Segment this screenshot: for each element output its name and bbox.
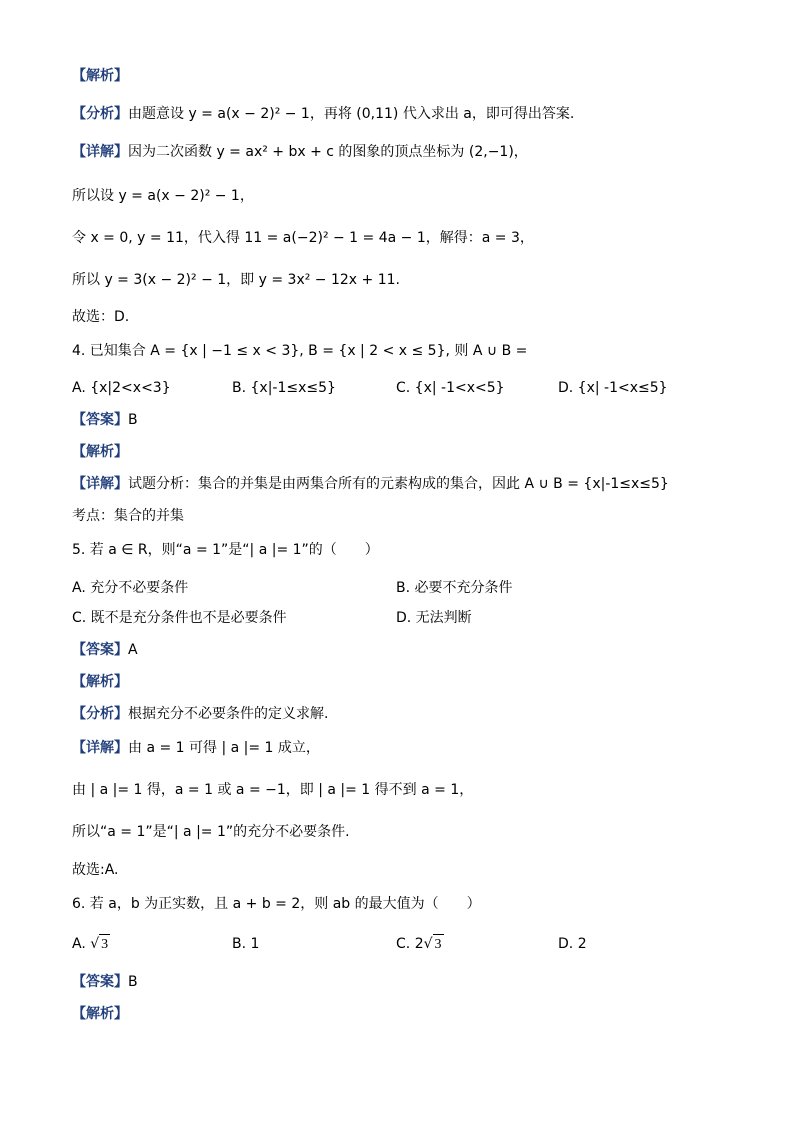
q4-option: B. {x|-1≤x≤5} bbox=[232, 380, 336, 396]
line-text: 故选：D. bbox=[72, 309, 130, 325]
line-text: B bbox=[128, 412, 138, 428]
section-tag: 【详解】 bbox=[72, 476, 128, 492]
text-line bbox=[72, 142, 528, 162]
text-line bbox=[72, 672, 128, 692]
text-line bbox=[72, 270, 400, 290]
sqrt-icon: √ bbox=[423, 936, 433, 952]
text-line bbox=[72, 506, 184, 526]
text-line bbox=[72, 341, 527, 361]
section-tag: 【答案】 bbox=[72, 412, 128, 428]
section-tag: 【解析】 bbox=[72, 1006, 128, 1022]
line-text: 由 | a |= 1 得，a = 1 或 a = −1，即 | a |= 1 得不到 a = 1， bbox=[72, 782, 474, 798]
text-line bbox=[72, 228, 534, 248]
line-text: 令 x = 0, y = 11，代入得 11 = a(−2)² − 1 = 4a − 1，解得：a = 3， bbox=[72, 230, 534, 246]
line-text: 4. 已知集合 A = {x | −1 ≤ x < 3}, B = {x | 2 < x ≤ 5}, 则 A ∪ B = bbox=[72, 343, 528, 359]
section-tag: 【解析】 bbox=[72, 674, 128, 690]
text-line bbox=[72, 104, 574, 124]
line-text: 考点：集合的并集 bbox=[72, 508, 184, 524]
q4-option: A. {x|2<x<3} bbox=[72, 380, 171, 396]
line-text: 所以“a = 1”是“| a |= 1”的充分不必要条件. bbox=[72, 824, 350, 840]
line-text: 试题分析：集合的并集是由两集合所有的元素构成的集合，因此 A ∪ B = {x|-1≤x≤5} bbox=[128, 476, 669, 492]
q6-option bbox=[232, 934, 259, 954]
section-tag: 【分析】 bbox=[72, 706, 128, 722]
option-label: C. bbox=[396, 936, 411, 952]
text-line bbox=[72, 410, 138, 430]
q4-option: C. {x| -1<x<5} bbox=[396, 380, 505, 396]
line-text: 根据充分不必要条件的定义求解. bbox=[128, 706, 329, 722]
option-label: B. bbox=[232, 936, 247, 952]
q5-option: C. 既不是充分条件也不是必要条件 bbox=[72, 610, 287, 626]
option-value: 2 bbox=[577, 936, 587, 952]
q6-option bbox=[72, 934, 110, 955]
line-text: 5. 若 a ∈ R，则“a = 1”是“| a |= 1”的（ ） bbox=[72, 542, 379, 558]
text-line bbox=[72, 640, 138, 660]
section-tag: 【分析】 bbox=[72, 106, 128, 122]
text-line bbox=[72, 972, 138, 992]
option-value: 3 bbox=[99, 934, 110, 955]
q5-option: A. 充分不必要条件 bbox=[72, 580, 189, 596]
line-text: 因为二次函数 y = ax² + bx + c 的图象的顶点坐标为 (2,−1)， bbox=[128, 144, 528, 160]
text-line bbox=[72, 540, 379, 560]
text-line bbox=[72, 474, 669, 494]
option-label: A. bbox=[72, 936, 86, 952]
text-line bbox=[72, 738, 320, 758]
option-label: D. bbox=[558, 936, 574, 952]
section-tag: 【详解】 bbox=[72, 740, 128, 756]
line-text: 由题意设 y = a(x − 2)² − 1，再将 (0,11) 代入求出 a，即可得出答案. bbox=[128, 106, 575, 122]
text-line bbox=[72, 704, 328, 724]
option-coefficient: 2 bbox=[414, 936, 424, 952]
q6-option bbox=[396, 934, 444, 955]
line-text: 所以设 y = a(x − 2)² − 1， bbox=[72, 188, 254, 204]
text-line bbox=[72, 307, 129, 327]
line-text: B bbox=[128, 974, 138, 990]
sqrt-icon: √ bbox=[90, 936, 100, 952]
text-line bbox=[72, 442, 128, 462]
option-value: 3 bbox=[433, 934, 444, 955]
line-text: 所以 y = 3(x − 2)² − 1，即 y = 3x² − 12x + 11. bbox=[72, 272, 400, 288]
text-line bbox=[72, 780, 473, 800]
q6-option bbox=[558, 934, 587, 954]
text-line bbox=[72, 822, 350, 842]
q4-option: D. {x| -1<x≤5} bbox=[558, 380, 668, 396]
line-text: 故选:A. bbox=[72, 862, 119, 878]
text-line bbox=[72, 186, 254, 206]
text-line bbox=[72, 66, 128, 86]
line-text: 6. 若 a，b 为正实数，且 a + b = 2，则 ab 的最大值为（ ） bbox=[72, 896, 481, 912]
section-tag: 【解析】 bbox=[72, 68, 128, 84]
q5-option: B. 必要不充分条件 bbox=[396, 580, 513, 596]
section-tag: 【答案】 bbox=[72, 974, 128, 990]
text-line bbox=[72, 894, 481, 914]
line-text: 由 a = 1 可得 | a |= 1 成立， bbox=[128, 740, 320, 756]
text-line bbox=[72, 1004, 128, 1024]
option-value: 1 bbox=[250, 936, 260, 952]
text-line bbox=[72, 860, 119, 880]
q5-option: D. 无法判断 bbox=[396, 610, 472, 626]
section-tag: 【解析】 bbox=[72, 444, 128, 460]
line-text: A bbox=[128, 642, 138, 658]
section-tag: 【答案】 bbox=[72, 642, 128, 658]
section-tag: 【详解】 bbox=[72, 144, 128, 160]
